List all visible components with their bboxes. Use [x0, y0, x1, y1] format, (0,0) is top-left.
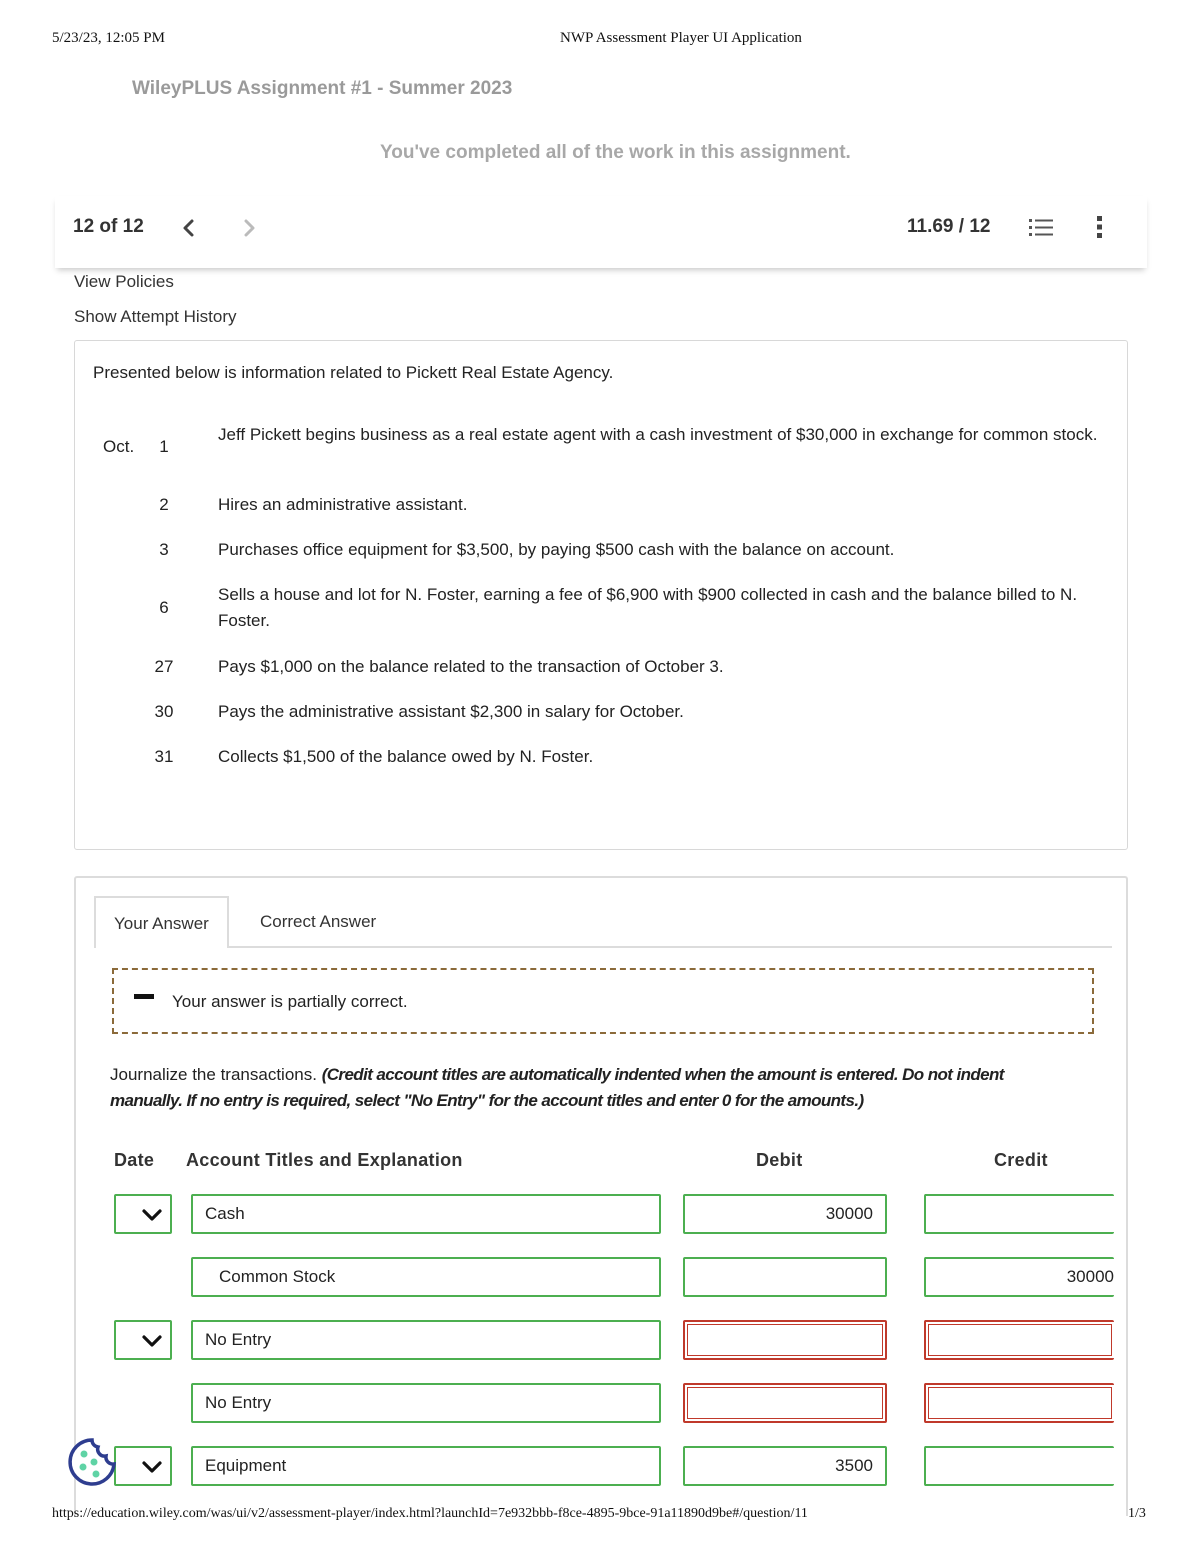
day-value: 1	[159, 437, 169, 456]
minus-icon	[134, 994, 154, 999]
completed-message: You've completed all of the work in this assignment.	[380, 142, 851, 163]
assignment-title: WileyPLUS Assignment #1 - Summer 2023	[132, 78, 513, 99]
debit-input[interactable]: 30000	[683, 1194, 887, 1234]
chevron-down-icon	[141, 1334, 163, 1348]
credit-input[interactable]	[924, 1446, 1114, 1486]
answer-tabs	[94, 896, 1112, 948]
chevron-right-icon	[235, 214, 263, 242]
chevron-down-icon	[141, 1208, 163, 1222]
question-list-button[interactable]	[1027, 214, 1055, 242]
day-value: 3	[159, 540, 169, 559]
transaction-day	[135, 540, 179, 560]
credit-input[interactable]	[924, 1194, 1114, 1234]
transaction-text: Collects $1,500 of the balance owed by N. Foster.	[218, 747, 594, 766]
transaction-month: Oct.	[103, 437, 135, 456]
credit-input[interactable]	[924, 1320, 1114, 1360]
cookie-icon	[66, 1436, 118, 1488]
transaction-day	[135, 495, 179, 515]
debit-input[interactable]	[683, 1257, 887, 1297]
transaction-day	[135, 598, 179, 618]
print-url: https://education.wiley.com/was/ui/v2/assessment-player/index.html?launchId=7e932bbb-f8ce-4895-9bce-91a11890d9be#/question/11	[52, 1506, 808, 1521]
column-header-credit: Credit	[994, 1150, 1048, 1170]
date-select[interactable]	[114, 1446, 172, 1486]
account-title-input[interactable]: Equipment	[191, 1446, 661, 1486]
transaction-text: Hires an administrative assistant.	[218, 495, 468, 514]
next-question-button[interactable]	[235, 214, 263, 242]
transaction-text: Jeff Pickett begins business as a real estate agent with a cash investment of $30,000 in exchange for common stock.	[218, 425, 1098, 444]
chevron-down-icon	[141, 1460, 163, 1474]
debit-input[interactable]	[683, 1383, 887, 1423]
transaction-text: Sells a house and lot for N. Foster, earning a fee of $6,900 with $900 collected in cash and the balance billed to N. Foster.	[218, 585, 1078, 630]
previous-question-button[interactable]	[175, 214, 203, 242]
tab-your-answer[interactable]: Your Answer	[94, 896, 229, 948]
account-title-input[interactable]: Common Stock	[191, 1257, 661, 1297]
print-page-title: NWP Assessment Player UI Application	[560, 30, 802, 46]
answer-panel	[74, 876, 1128, 1516]
day-value: 31	[154, 747, 174, 766]
chevron-left-icon	[175, 214, 203, 242]
print-page-number: 1/3	[1128, 1506, 1146, 1521]
view-policies-link[interactable]: View Policies	[74, 272, 174, 291]
question-counter: 12 of 12	[73, 216, 144, 237]
account-title-input[interactable]: No Entry	[191, 1320, 661, 1360]
tab-correct-answer[interactable]: Correct Answer	[260, 912, 377, 931]
attempt-history-link[interactable]: Show Attempt History	[74, 307, 237, 326]
print-datetime: 5/23/23, 12:05 PM	[52, 30, 165, 46]
debit-input[interactable]: 3500	[683, 1446, 887, 1486]
day-value: 2	[159, 495, 169, 514]
column-header-account: Account Titles and Explanation	[186, 1150, 463, 1170]
instructions-bold: (Credit account titles are automatically indented when the amount is entered. Do not indent manually. If no entry is required, select "No Entry" for the account titles and enter 0 for the amounts.)	[110, 1065, 1004, 1110]
list-icon	[1027, 214, 1055, 242]
column-header-date: Date	[114, 1150, 155, 1170]
day-value: 30	[154, 702, 174, 721]
cookie-settings-button[interactable]	[66, 1436, 118, 1488]
day-value: 6	[159, 598, 169, 617]
debit-input[interactable]	[683, 1320, 887, 1360]
column-header-debit: Debit	[756, 1150, 803, 1170]
day-value: 27	[154, 657, 174, 676]
credit-input[interactable]	[924, 1383, 1114, 1423]
transaction-day	[135, 437, 179, 457]
problem-intro: Presented below is information related to Pickett Real Estate Agency.	[93, 363, 614, 382]
more-options-button[interactable]	[1087, 212, 1113, 242]
question-nav-bar	[55, 196, 1147, 268]
date-select[interactable]	[114, 1194, 172, 1234]
account-title-input[interactable]: Cash	[191, 1194, 661, 1234]
account-title-input[interactable]: No Entry	[191, 1383, 661, 1423]
transaction-text: Pays $1,000 on the balance related to the transaction of October 3.	[218, 657, 724, 676]
score-display: 11.69 / 12	[907, 216, 991, 237]
problem-info-box	[74, 340, 1128, 850]
date-select[interactable]	[114, 1320, 172, 1360]
status-text: Your answer is partially correct.	[172, 992, 408, 1011]
transaction-text: Purchases office equipment for $3,500, by paying $500 cash with the balance on account.	[218, 540, 895, 559]
transaction-text: Pays the administrative assistant $2,300 in salary for October.	[218, 702, 684, 721]
transaction-day	[135, 702, 179, 722]
credit-input[interactable]: 30000	[924, 1257, 1114, 1297]
instructions	[110, 1062, 1070, 1114]
partial-correct-status	[112, 968, 1094, 1034]
transaction-day	[135, 657, 179, 677]
more-vertical-icon	[1087, 212, 1113, 242]
transaction-day	[135, 747, 179, 767]
instructions-plain: Journalize the transactions.	[110, 1065, 317, 1084]
